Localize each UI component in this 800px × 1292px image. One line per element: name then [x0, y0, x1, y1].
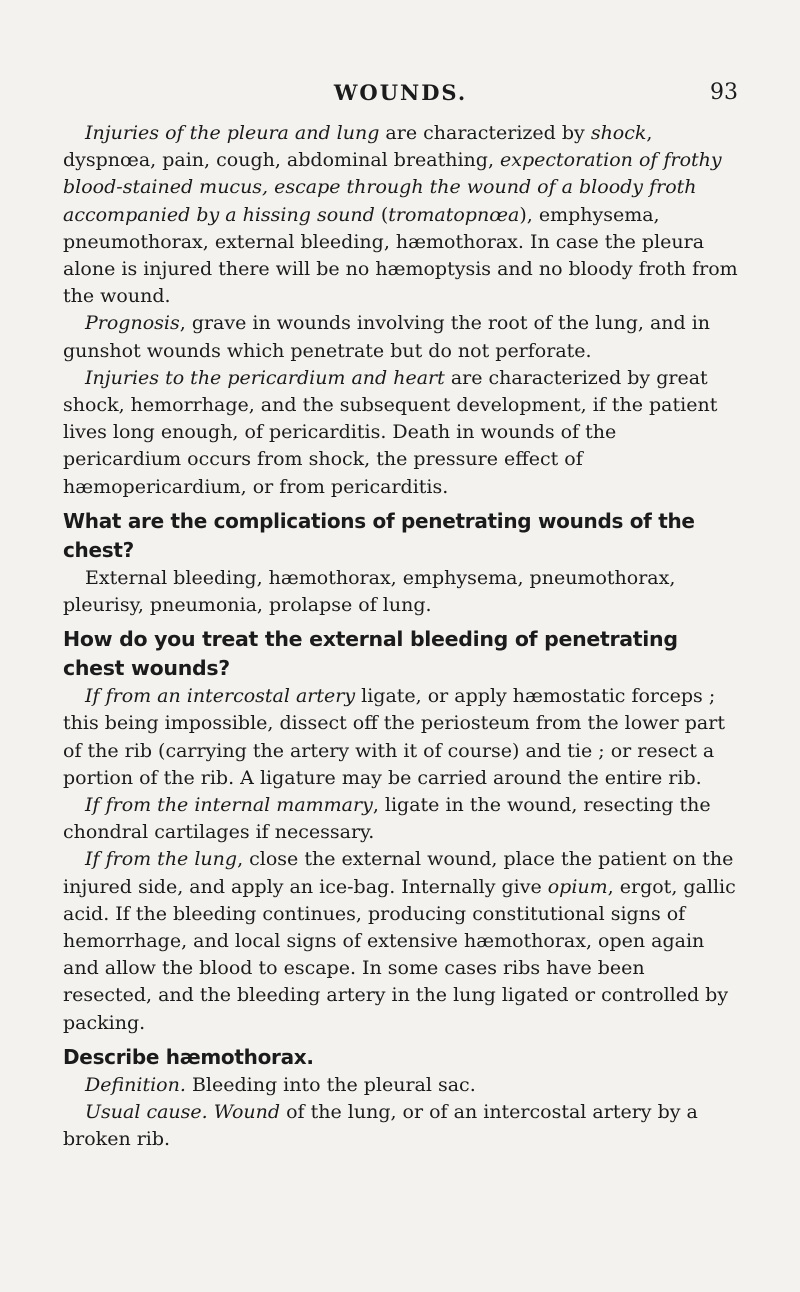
- term: Definition.: [85, 1073, 186, 1096]
- question-heading-haemothorax: Describe hæmothorax.: [63, 1044, 314, 1069]
- term: Injuries of the pleura and lung: [85, 122, 380, 144]
- term: Prognosis: [85, 312, 180, 335]
- paragraph-pleura-lung: [63, 120, 738, 310]
- text: of the lung, or of an intercostal artery by a broken rib.: [63, 1101, 698, 1151]
- paragraph-complications: External bleeding, hæmothorax, emphysema, pneumothorax, pleurisy, pneumonia, prolapse of lung.: [63, 566, 676, 617]
- paragraph-usual-cause: [63, 1099, 738, 1153]
- paragraph-prognosis: [63, 310, 738, 364]
- page-body: [63, 120, 738, 1154]
- term: shock: [590, 122, 647, 144]
- question-heading-complications: What are the complications of penetrating wounds of the chest?: [63, 508, 695, 562]
- paragraph-lung: [63, 846, 738, 1036]
- term: opium: [547, 875, 608, 898]
- running-head-title: WOUNDS.: [333, 80, 468, 105]
- text: , ligate in the wound, resecting the chondral cartilages if necessary.: [63, 794, 711, 844]
- term: Usual cause.: [85, 1101, 208, 1124]
- running-head: [63, 80, 738, 112]
- text: Bleeding into the pleural sac.: [185, 1073, 476, 1096]
- text: , close the external wound, place the patient on the injured side, and apply an ice-bag. Internally give: [63, 848, 734, 898]
- paragraph-definition: [63, 1072, 738, 1099]
- term: expectoration of frothy blood-stained mucus, escape through the wound of a bloody froth accompanied by a hissing sound: [63, 149, 722, 226]
- text: ), emphysema, pneumothorax, external bleeding, hæmothorax. In case the pleura alone is injured there will be no hæmoptysis and no bloody froth from the wound.: [63, 203, 738, 308]
- text: are characterized by: [379, 122, 591, 144]
- paragraph-internal-mammary: [63, 792, 738, 846]
- term: If from the lung: [85, 848, 238, 871]
- term: If from the internal mammary: [85, 794, 373, 817]
- page-number: 93: [710, 80, 738, 105]
- paragraph-pericardium: [63, 365, 738, 501]
- text: (: [374, 203, 389, 226]
- question-heading-treatment: How do you treat the external bleeding of penetrating chest wounds?: [63, 627, 678, 681]
- paragraph-intercostal: [63, 683, 738, 792]
- term: Injuries to the pericardium and heart: [85, 366, 445, 389]
- text: are characterized by great shock, hemorrhage, and the subsequent development, if the patient lives long enough, of pericarditis. Death in wounds of the pericardium occurs from shock, the pressure effect of hæmopericardium, or from pericarditis.: [63, 366, 718, 498]
- term: If from an intercostal artery: [85, 685, 356, 708]
- text: ligate, or apply hæmostatic forceps ; this being impossible, dissect off the periosteum from the lower part of the rib (carrying the artery with it of course) and tie ; or resect a portion of the rib. A ligature may be carried around the entire rib.: [63, 685, 725, 789]
- text: , ergot, gallic acid. If the bleeding continues, producing constitutional signs of hemorrhage, and local signs of extensive hæmothorax, open again and allow the blood to escape. In some cases ribs have been resected, and the bleeding artery in the lung ligated or controlled by packing.: [63, 875, 736, 1034]
- text: , grave in wounds involving the root of the lung, and in gunshot wounds which penetrate but do not perforate.: [63, 312, 711, 362]
- term: tromatopnœa: [388, 203, 520, 226]
- text: , dyspnœa, pain, cough, abdominal breathing,: [63, 122, 653, 172]
- term: Wound: [213, 1101, 281, 1124]
